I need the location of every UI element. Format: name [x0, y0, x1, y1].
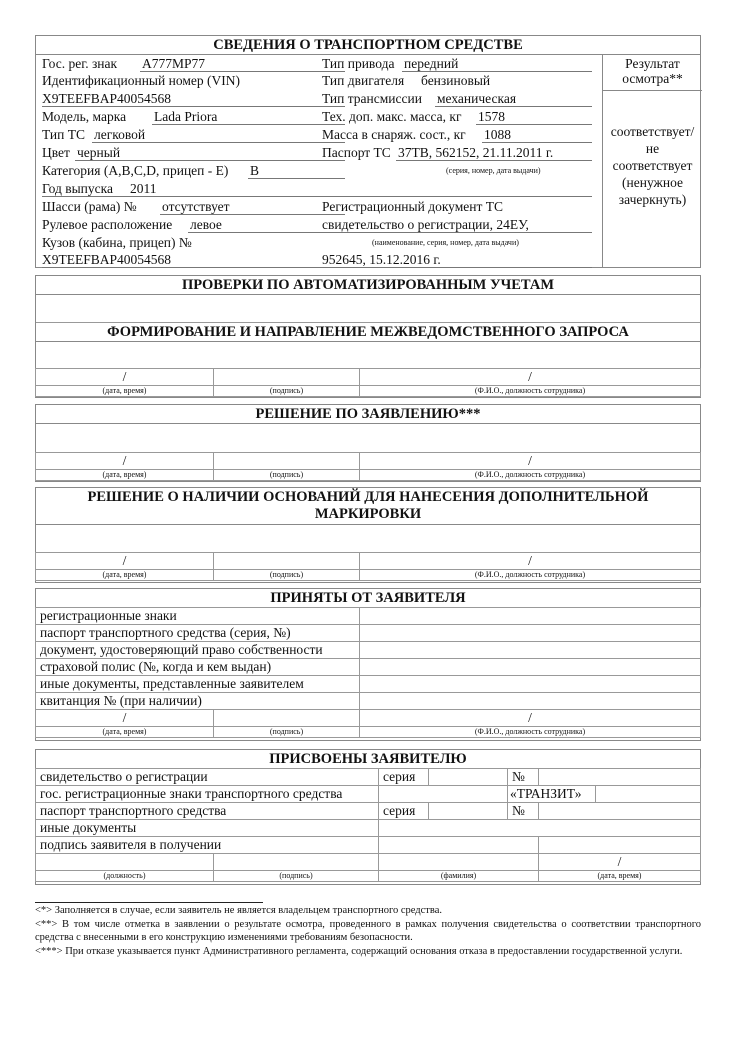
max-mass-label: Тех. доп. макс. масса, кг: [322, 109, 462, 124]
vin-value[interactable]: X9TEEFBAP40054568: [42, 91, 172, 106]
position-field[interactable]: [36, 854, 214, 871]
date-time-field[interactable]: /: [539, 854, 701, 871]
footnote-1: <*> Заполняется в случае, если заявитель не является владельцем транспортного средства.: [35, 905, 442, 916]
employee-field[interactable]: /: [360, 710, 701, 727]
model-label: Модель, марка: [42, 109, 127, 124]
marking-signature-table: [35, 552, 701, 581]
date-time-field[interactable]: /: [36, 553, 214, 570]
signature-field[interactable]: [214, 854, 379, 871]
accepted-row: квитанция № (при наличии): [36, 693, 701, 710]
signature-hint: (подпись): [214, 727, 360, 738]
plates-field[interactable]: [379, 786, 508, 803]
vehicle-type-label: Тип ТС: [42, 127, 85, 142]
accepted-signature-table: [35, 709, 701, 738]
applicant-signature-field-2[interactable]: [539, 837, 701, 854]
accepted-section: [35, 588, 701, 741]
vehicle-type-value[interactable]: легковой: [94, 127, 146, 142]
interagency-request-field[interactable]: [36, 342, 700, 369]
date-time-hint: (дата, время): [36, 470, 214, 481]
signature-hint: (подпись): [214, 871, 379, 882]
footnote-3: <***> При отказе указывается пункт Административного регламента, содержащий основания отказа в предоставлении государственной услуги.: [35, 945, 683, 957]
date-time-field[interactable]: /: [36, 453, 214, 470]
checks-field[interactable]: [36, 295, 700, 323]
signature-hint: (подпись): [214, 570, 360, 581]
footnote-2: <**> В том числе отметка в заявлении о результате осмотра, проведенного в рамках получения свидетельства о соответствии транспортного средства с внесенными в его конструкцию изменениями требованиям безопасности.: [35, 918, 701, 943]
accepted-value-field[interactable]: [360, 642, 701, 659]
date-time-field[interactable]: /: [36, 369, 214, 386]
certificate-series-field[interactable]: [429, 769, 508, 786]
employee-hint: (Ф.И.О., должность сотрудника): [360, 727, 701, 738]
position-hint: (должность): [36, 871, 214, 882]
checks-section: [35, 275, 701, 398]
date-time-hint: (дата, время): [36, 570, 214, 581]
accepted-value-field[interactable]: [360, 693, 701, 710]
color-label: Цвет: [42, 145, 70, 160]
signature-field[interactable]: [214, 453, 360, 470]
reg-doc-hint: (наименование, серия, номер, дата выдачи): [372, 238, 519, 247]
inspection-options[interactable]: соответствует/ не соответствует (ненужное зачеркнуть): [610, 124, 695, 207]
accepted-value-field[interactable]: [360, 608, 701, 625]
inspection-result-column: [602, 54, 702, 267]
plate-label: Гос. рег. знак: [42, 56, 118, 71]
other-docs-field[interactable]: [379, 820, 701, 837]
decision-section: [35, 404, 701, 482]
passport-number-field[interactable]: [539, 803, 701, 820]
date-time-hint: (дата, время): [36, 727, 214, 738]
vehicle-right-column: [322, 55, 600, 267]
assigned-section: [35, 749, 701, 885]
inspection-header: Результат осмотра**: [603, 54, 702, 91]
transit-label: «ТРАНЗИТ»: [508, 786, 596, 803]
accepted-row: регистрационные знаки: [36, 608, 701, 625]
surname-field[interactable]: [379, 854, 539, 871]
plate-value[interactable]: А777МР77: [142, 56, 206, 71]
marking-section: [35, 487, 701, 583]
year-value[interactable]: 2011: [130, 181, 157, 196]
category-value[interactable]: B: [250, 163, 260, 178]
assigned-title: ПРИСВОЕНЫ ЗАЯВИТЕЛЮ: [36, 750, 700, 769]
vehicle-left-column: [42, 55, 348, 267]
chassis-label: Шасси (рама) №: [42, 199, 137, 214]
vehicle-info-section: [35, 35, 701, 268]
chassis-value[interactable]: отсутствует: [162, 199, 230, 214]
accepted-row: документ, удостоверяющий право собственности: [36, 642, 701, 659]
surname-hint: (фамилия): [379, 871, 539, 882]
steering-label: Рулевое расположение: [42, 217, 173, 232]
vin-label: Идентификационный номер (VIN): [42, 73, 240, 88]
interagency-request-title: ФОРМИРОВАНИЕ И НАПРАВЛЕНИЕ МЕЖВЕДОМСТВЕННОГО ЗАПРОСА: [36, 323, 700, 342]
passport-value[interactable]: 37ТВ, 562152, 21.11.2011 г.: [398, 145, 554, 160]
decision-field[interactable]: [36, 424, 700, 453]
date-time-field[interactable]: /: [36, 710, 214, 727]
drive-value[interactable]: передний: [404, 56, 459, 71]
category-label: Категория (A,B,C,D, прицеп - E): [42, 163, 229, 178]
employee-field[interactable]: /: [360, 369, 701, 386]
marking-title: РЕШЕНИЕ О НАЛИЧИИ ОСНОВАНИЙ ДЛЯ НАНЕСЕНИЯ ДОПОЛНИТЕЛЬНОЙ МАРКИРОВКИ: [36, 488, 700, 525]
reg-doc-label: Регистрационный документ ТС: [322, 199, 504, 214]
applicant-signature-field[interactable]: [379, 837, 539, 854]
decision-signature-table: [35, 452, 701, 481]
footnote-divider: [35, 902, 263, 903]
passport-hint: (серия, номер, дата выдачи): [446, 166, 541, 175]
transit-field[interactable]: [596, 786, 701, 803]
employee-hint: (Ф.И.О., должность сотрудника): [360, 570, 701, 581]
year-label: Год выпуска: [42, 181, 113, 196]
steering-value[interactable]: левое: [190, 217, 222, 232]
marking-field[interactable]: [36, 525, 700, 553]
assigned-row-signature: подпись заявителя в получении: [36, 837, 701, 854]
assigned-row-certificate: свидетельство о регистрации серия №: [36, 769, 701, 786]
body-value[interactable]: X9TEEFBAP40054568: [42, 252, 172, 267]
passport-series-field[interactable]: [429, 803, 508, 820]
curb-mass-label: Масса в снаряж. сост., кг: [322, 127, 466, 142]
signature-field[interactable]: [214, 553, 360, 570]
reg-doc-value-line2[interactable]: 952645, 15.12.2016 г.: [322, 252, 441, 267]
employee-field[interactable]: /: [360, 553, 701, 570]
decision-title: РЕШЕНИЕ ПО ЗАЯВЛЕНИЮ***: [36, 405, 700, 424]
assigned-row-plates: гос. регистрационные знаки транспортного средства «ТРАНЗИТ»: [36, 786, 701, 803]
assigned-items-table: [35, 768, 701, 882]
transmission-value[interactable]: механическая: [437, 91, 517, 106]
accepted-row: иные документы, представленные заявителем: [36, 676, 701, 693]
max-mass-value[interactable]: 1578: [478, 109, 505, 124]
accepted-value-field[interactable]: [360, 659, 701, 676]
passport-label: Паспорт ТС: [322, 145, 391, 160]
accepted-row: страховой полис (№, когда и кем выдан): [36, 659, 701, 676]
signature-hint: (подпись): [214, 470, 360, 481]
signature-field[interactable]: [214, 369, 360, 386]
model-value[interactable]: Lada Priora: [154, 109, 218, 124]
reg-doc-value-line1[interactable]: свидетельство о регистрации, 24ЕУ,: [322, 217, 529, 232]
signature-hint: (подпись): [214, 386, 360, 397]
accepted-row: паспорт транспортного средства (серия, №): [36, 625, 701, 642]
date-time-hint: (дата, время): [539, 871, 701, 882]
engine-value[interactable]: бензиновый: [421, 73, 491, 88]
checks-signature-table: [35, 368, 701, 397]
accepted-value-field[interactable]: [360, 625, 701, 642]
assigned-row-other: иные документы: [36, 820, 701, 837]
accepted-value-field[interactable]: [360, 676, 701, 693]
certificate-number-field[interactable]: [539, 769, 701, 786]
body-label: Кузов (кабина, прицеп) №: [42, 235, 192, 250]
transmission-label: Тип трансмиссии: [322, 91, 422, 106]
drive-label: Тип привода: [322, 56, 395, 71]
employee-hint: (Ф.И.О., должность сотрудника): [360, 470, 701, 481]
curb-mass-value[interactable]: 1088: [484, 127, 511, 142]
accepted-title: ПРИНЯТЫ ОТ ЗАЯВИТЕЛЯ: [36, 589, 700, 608]
footnotes: [35, 904, 701, 958]
vehicle-info-title: СВЕДЕНИЯ О ТРАНСПОРТНОМ СРЕДСТВЕ: [36, 36, 700, 55]
color-value[interactable]: черный: [77, 145, 121, 160]
employee-field[interactable]: /: [360, 453, 701, 470]
assigned-row-passport: паспорт транспортного средства серия №: [36, 803, 701, 820]
date-time-hint: (дата, время): [36, 386, 214, 397]
employee-hint: (Ф.И.О., должность сотрудника): [360, 386, 701, 397]
checks-title: ПРОВЕРКИ ПО АВТОМАТИЗИРОВАННЫМ УЧЕТАМ: [36, 276, 700, 295]
accepted-items-table: [35, 607, 701, 710]
signature-field[interactable]: [214, 710, 360, 727]
engine-label: Тип двигателя: [322, 73, 405, 88]
